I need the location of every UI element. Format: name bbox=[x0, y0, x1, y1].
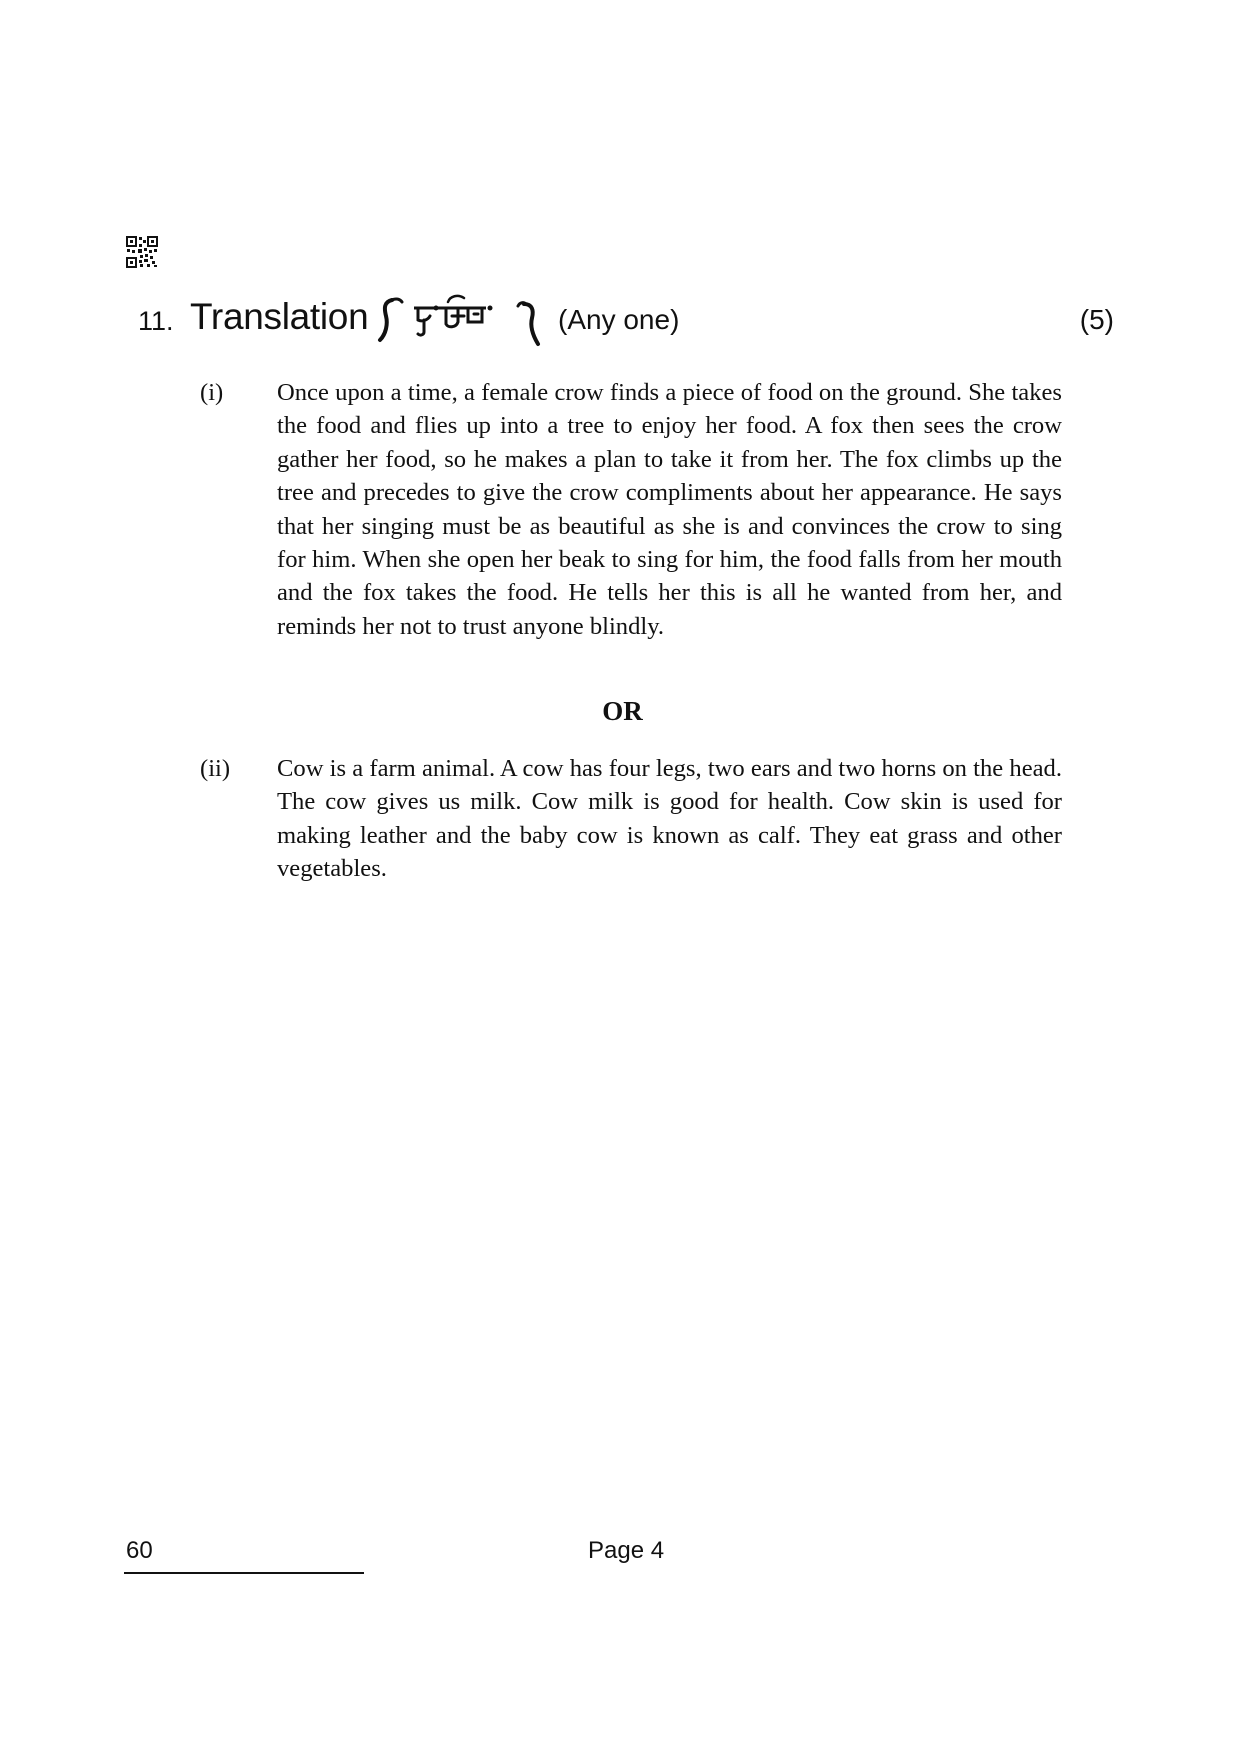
page-number: Page 4 bbox=[588, 1537, 665, 1564]
question-header bbox=[138, 296, 1118, 346]
item-label: (i) bbox=[200, 379, 224, 406]
footer-code: 60 bbox=[126, 1537, 153, 1564]
question-note: (Any one) bbox=[558, 304, 680, 335]
or-separator: OR bbox=[602, 696, 643, 726]
qr-code-icon bbox=[126, 236, 158, 268]
translation-item-2 bbox=[200, 752, 1062, 886]
question-title: Translation bbox=[190, 296, 369, 337]
item-text: Once upon a time, a female crow finds a piece of food on the ground. She takes the food and flies up into a tree to enjoy her food. A fox then sees the crow gather her food, so he makes a plan to take it from her. The fox climbs up the tree and precedes to give the crow compliments about her appearance. He says that her singing must be as beautiful as she is and convinces the crow to sing for him. When she open her beak to sing for him, the food falls from her mouth and the fox takes the food. He tells her this is all he wanted from her, and reminds her not to trust anyone blindly. bbox=[277, 379, 1062, 640]
question-marks: (5) bbox=[1079, 304, 1114, 335]
item-label: (ii) bbox=[200, 755, 231, 782]
footer-divider bbox=[124, 1572, 364, 1574]
question-number: 11. bbox=[138, 306, 174, 336]
item-text: Cow is a farm animal. A cow has four legs, two ears and two horns on the head. The cow gives us milk. Cow milk is good for health. Cow skin is used for making leather and the baby cow is known as calf. They eat grass and other vegetables. bbox=[277, 755, 1062, 883]
translation-item-1 bbox=[200, 376, 1062, 643]
tibetan-script-glyph bbox=[374, 290, 564, 350]
